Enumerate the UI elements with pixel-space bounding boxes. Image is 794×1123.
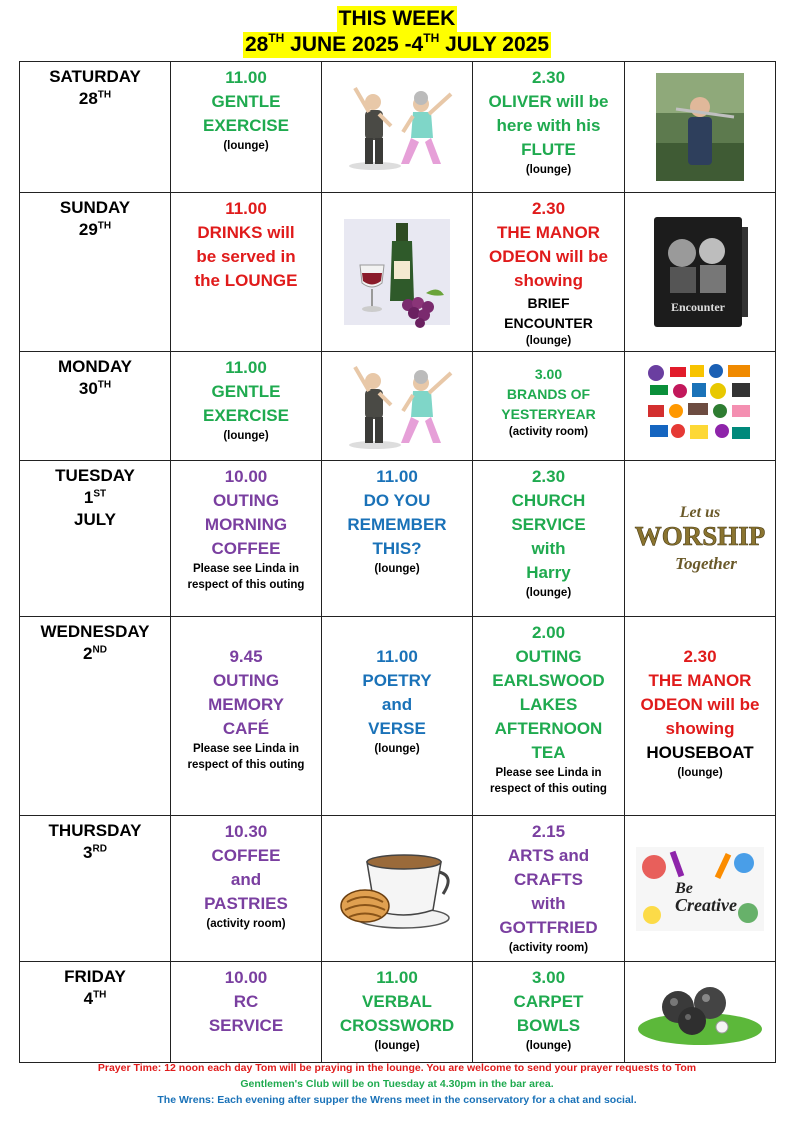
row-sunday <box>20 193 776 352</box>
event-brief-encounter: 2.30 THE MANOR ODEON will be showing BRIEF ENCOUNTER (lounge) <box>473 193 625 352</box>
exercise-image-cell-2 <box>322 352 473 461</box>
svg-text:Let us: Let us <box>679 503 721 521</box>
day-cell-monday: MONDAY 30TH <box>20 352 171 461</box>
brands-collage <box>644 363 756 449</box>
worship-together-logo <box>634 499 766 579</box>
svg-text:Be: Be <box>675 879 693 897</box>
event-brands-of-yesteryear: 3.00 BRANDS OF YESTERYEAR (activity room) <box>473 352 625 461</box>
event-arts-crafts: 2.15 ARTS and CRAFTS with GOTTFRIED (activity room) <box>473 816 625 962</box>
poster-image-cell <box>625 193 776 352</box>
event-gentle-exercise-mon: 11.00 GENTLE EXERCISE (lounge) <box>171 352 322 461</box>
svg-text:Creative: Creative <box>675 894 737 915</box>
event-oliver-flute: 2.30 OLIVER will be here with his FLUTE (lounge) <box>473 62 625 193</box>
brief-encounter-poster <box>650 213 750 331</box>
svg-text:WORSHIP: WORSHIP <box>634 520 766 551</box>
gentlemens-club-note: Gentlemen's Club will be on Tuesday at 4.30pm in the bar area. <box>240 1078 554 1090</box>
day-cell-sunday: SUNDAY 29TH <box>20 193 171 352</box>
event-carpet-bowls: 3.00 CARPET BOWLS (lounge) <box>473 962 625 1063</box>
exercise-illustration <box>335 361 459 451</box>
event-gentle-exercise-sat: 11.00 GENTLE EXERCISE (lounge) <box>171 62 322 193</box>
row-thursday <box>20 816 776 962</box>
event-morning-coffee-outing: 10.00 OUTING MORNING COFFEE Please see Linda in respect of this outing <box>171 461 322 617</box>
bowls-image-cell <box>625 962 776 1063</box>
coffee-pastry-illustration <box>337 844 457 934</box>
creative-image-cell <box>625 816 776 962</box>
event-rc-service: 10.00 RC SERVICE <box>171 962 322 1063</box>
event-houseboat: 2.30 THE MANOR ODEON will be showing HOUSEBOAT (lounge) <box>625 617 776 816</box>
day-cell-wednesday: WEDNESDAY 2ND <box>20 617 171 816</box>
exercise-illustration <box>335 82 459 172</box>
event-church-service: 2.30 CHURCH SERVICE with Harry (lounge) <box>473 461 625 617</box>
bowls-illustration <box>636 977 764 1047</box>
row-tuesday <box>20 461 776 617</box>
flute-photo-cell <box>625 62 776 193</box>
coffee-image-cell <box>322 816 473 962</box>
day-cell-saturday: SATURDAY 28TH <box>20 62 171 193</box>
wine-grapes-illustration <box>338 213 456 331</box>
event-coffee-pastries: 10.30 COFFEE and PASTRIES (activity room) <box>171 816 322 962</box>
brands-image-cell <box>625 352 776 461</box>
flute-player-photo <box>656 73 744 181</box>
wine-image-cell <box>322 193 473 352</box>
svg-text:Encounter: Encounter <box>671 300 725 314</box>
event-memory-cafe-outing: 9.45 OUTING MEMORY CAFÉ Please see Linda in respect of this outing <box>171 617 322 816</box>
wrens-note: The Wrens: Each evening after supper the Wrens meet in the conservatory for a chat and social. <box>157 1094 637 1106</box>
row-saturday <box>20 62 776 193</box>
row-wednesday <box>20 617 776 816</box>
header-dates: 28TH JUNE 2025 -4TH JULY 2025 <box>244 31 550 56</box>
row-monday <box>20 352 776 461</box>
footer-notes <box>0 1060 794 1108</box>
svg-text:Together: Together <box>675 553 737 573</box>
row-friday <box>20 962 776 1063</box>
prayer-time-note: Prayer Time: 12 noon each day Tom will be praying in the lounge. You are welcome to send your prayer requests to Tom <box>97 1062 697 1074</box>
schedule-table <box>19 61 776 1063</box>
be-creative-illustration <box>634 845 766 933</box>
event-drinks: 11.00 DRINKS will be served in the LOUNGE <box>171 193 322 352</box>
day-cell-tuesday: TUESDAY 1ST JULY <box>20 461 171 617</box>
event-do-you-remember: 11.00 DO YOU REMEMBER THIS? (lounge) <box>322 461 473 617</box>
worship-image-cell <box>625 461 776 617</box>
day-cell-thursday: THURSDAY 3RD <box>20 816 171 962</box>
page-header <box>0 6 794 58</box>
event-earlswood-lakes: 2.00 OUTING EARLSWOOD LAKES AFTERNOON TEA Please see Linda in respect of this outing <box>473 617 625 816</box>
event-poetry-verse: 11.00 POETRY and VERSE (lounge) <box>322 617 473 816</box>
header-title: THIS WEEK <box>338 7 456 30</box>
day-cell-friday: FRIDAY 4TH <box>20 962 171 1063</box>
event-verbal-crossword: 11.00 VERBAL CROSSWORD (lounge) <box>322 962 473 1063</box>
exercise-image-cell <box>322 62 473 193</box>
